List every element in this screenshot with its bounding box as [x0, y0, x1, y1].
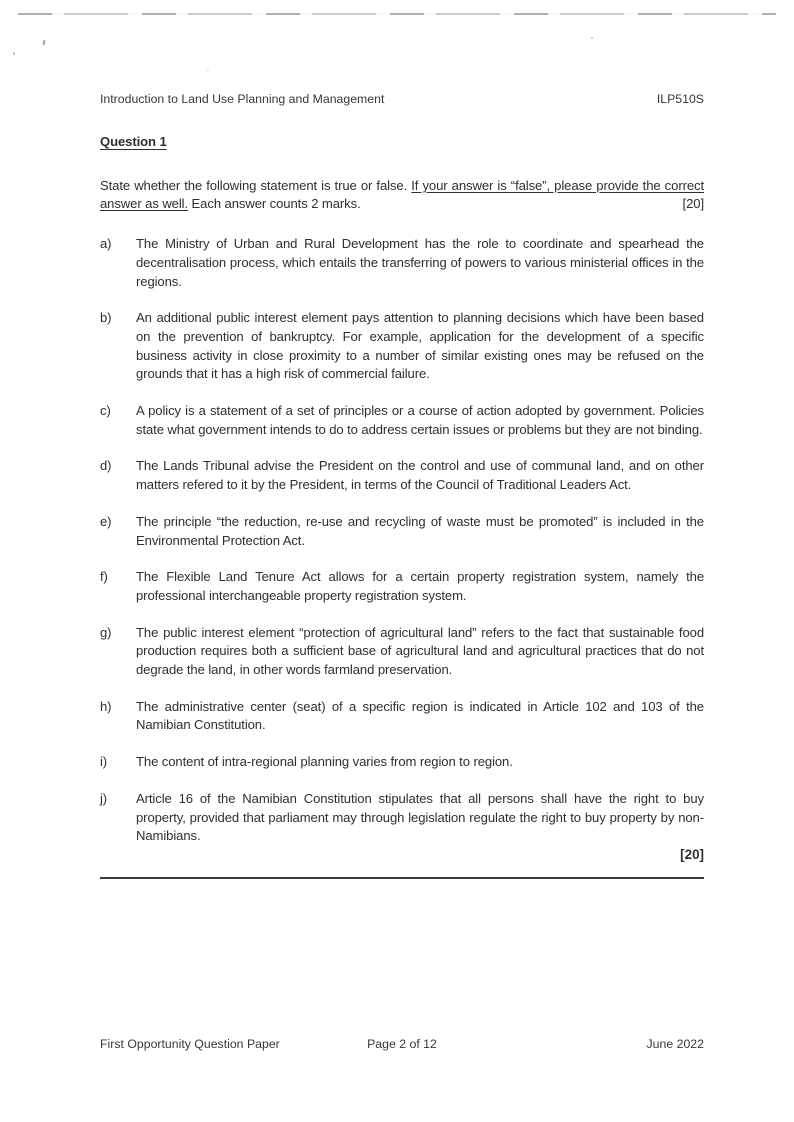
item-label: g) [100, 624, 112, 640]
page-footer [100, 1037, 704, 1051]
list-item-j [100, 790, 704, 846]
item-text: The administrative center (seat) of a specific region is indicated in Article 102 and 103 of the Namibian Constitution. [136, 698, 704, 733]
item-label: e) [100, 513, 112, 529]
item-text: A policy is a statement of a set of principles or a course of action adopted by government. Policies state what government intends to do to address certain issues or problems but they are not binding. [136, 403, 704, 437]
item-label: a) [100, 236, 112, 252]
question-instructions [100, 177, 704, 214]
list-item-a [100, 235, 704, 291]
list-item-c [100, 402, 704, 439]
item-label: i) [100, 754, 108, 770]
total-marks-badge: [20] [680, 846, 704, 862]
item-text: The Flexible Land Tenure Act allows for a certain property registration system, namely the professional interchangeable property registration system. [136, 569, 704, 603]
question-heading: Question 1 [100, 134, 167, 149]
item-label: c) [100, 403, 111, 419]
item-text: An additional public interest element pays attention to planning decisions which have been based on the prevention of bankruptcy. For example, application for the development of a specific business activity in close proximity to a number of similar existing ones may be refused on the grounds that it has a high risk of commercial failure. [136, 310, 704, 382]
list-item-d [100, 457, 704, 494]
list-item-f [100, 568, 704, 605]
item-label: h) [100, 698, 112, 714]
page-header [100, 92, 704, 106]
instructions-part2: Each answer counts 2 marks. [188, 196, 361, 212]
scan-artifact-speck [43, 40, 46, 45]
scan-artifact-speck [13, 52, 15, 55]
item-text: The Lands Tribunal advise the President on the control and use of communal land, and on other matters refered to it by the President, in terms of the Council of Traditional Leaders Act. [136, 458, 704, 493]
list-item-b [100, 309, 704, 384]
list-item-e [100, 513, 704, 550]
footer-date: June 2022 [646, 1037, 704, 1051]
item-text: The principle “the reduction, re-use and recycling of waste must be promoted” is included in the Environmental Protection Act. [136, 513, 704, 548]
instructions-part1: State whether the following statement is true or false. [100, 177, 412, 193]
instructions-underlined: If your answer is “false”, please provide the correct answer as well. [100, 177, 705, 212]
item-label: d) [100, 458, 112, 474]
item-text: Article 16 of the Namibian Constitution stipulates that all persons shall have the right to buy property, provided that parliament may through legislation regulate the right to buy property by non-Namibians. [136, 790, 704, 844]
list-item-g [100, 624, 704, 680]
footer-page-number: Page 2 of 12 [367, 1037, 437, 1051]
list-item-h [100, 698, 704, 735]
marks-badge: [20] [677, 195, 704, 214]
list-item-i [100, 753, 704, 772]
course-title: Introduction to Land Use Planning and Management [100, 92, 385, 106]
item-label: j) [100, 790, 108, 806]
section-divider [100, 877, 704, 879]
item-label: b) [100, 310, 112, 326]
item-text: The content of intra-regional planning varies from region to region. [136, 754, 513, 770]
course-code: ILP510S [656, 92, 704, 106]
question-items [100, 235, 704, 846]
item-text: The public interest element “protection of agricultural land” refers to the fact that sustainable food production requires both a sufficient base of agricultural land and agricultural practices that do not degrade the land, in other words farmland preservation. [136, 624, 704, 678]
item-label: f) [100, 569, 108, 585]
footer-paper-name: First Opportunity Question Paper [100, 1037, 280, 1051]
item-text: The Ministry of Urban and Rural Development has the role to coordinate and spearhead the decentralisation process, which entails the transferring of powers to various ministerial offices in the regions. [136, 236, 704, 289]
